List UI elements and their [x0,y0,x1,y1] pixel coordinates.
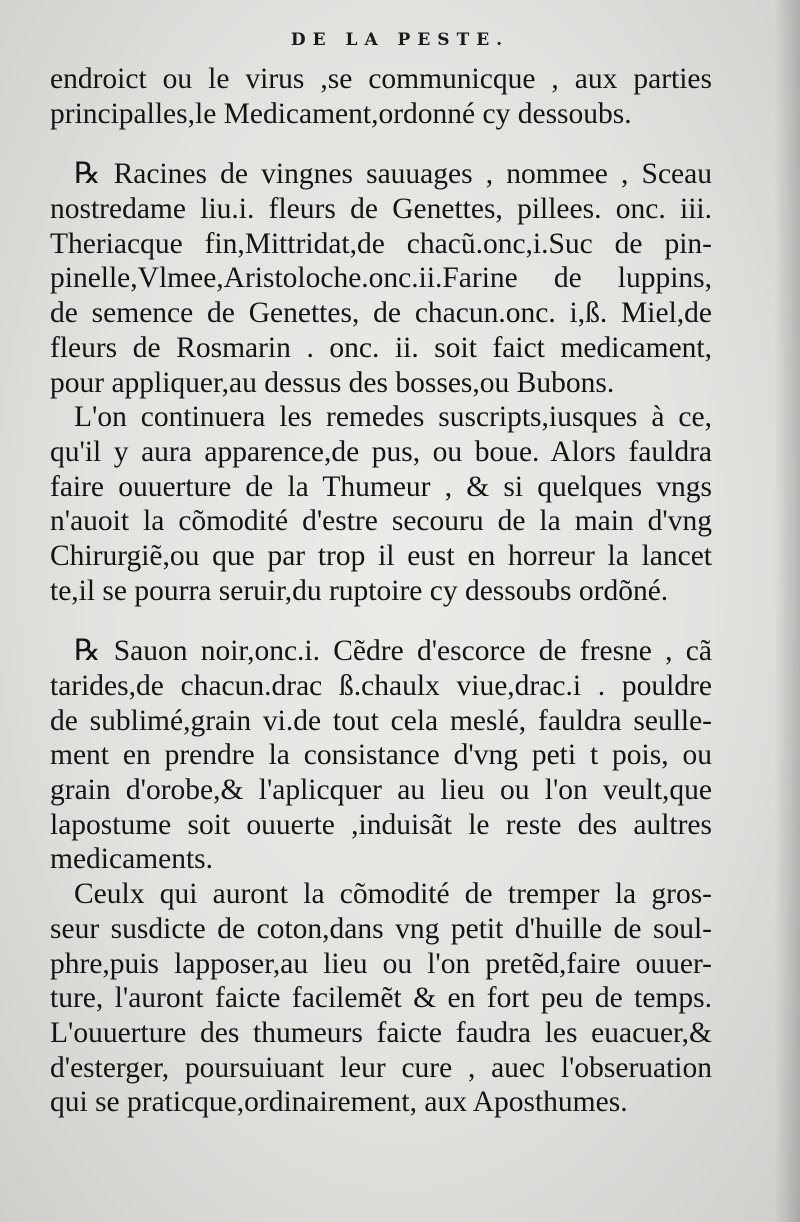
text-line: de semence de Genettes, de chacun.onc. i,ß. Miel,de [50,297,712,330]
text-line: medicaments. [50,843,214,876]
text-line: ment en prendre la consistance d'vng peti t pois, ou [50,739,712,772]
text-line: nostredame liu.i. fleurs de Genettes, pillees. onc. iii. [50,193,712,226]
running-header: DE LA PESTE. [290,30,510,50]
text-line: Chirurgiẽ,ou que par trop il eust en horreur la lancet [50,539,712,572]
page-edge-shadow [774,0,800,1222]
text-line: grain d'orobe,& l'aplicquer au lieu ou l'on veult,que [50,774,712,807]
text-line: qui se praticque,ordinairement, aux Aposthumes. [50,1086,628,1119]
paragraph [50,62,712,131]
text-line: seur susdicte de coton,dans vng petit d'huille de soul- [50,912,712,945]
paragraph [50,157,712,400]
text-line: pour appliquer,au dessus des bosses,ou Bubons. [50,366,615,399]
text-line: qu'il y aura apparence,de pus, ou boue. Alors fauldra [50,435,712,468]
text-line: de sublimé,grain vi.de tout cela meslé, fauldra seulle- [50,704,712,737]
text-line: principalles,le Medicament,ordonné cy dessoubs. [50,97,632,130]
text-line: d'esterger, poursuiuant leur cure , auec l'obseruation [50,1051,712,1084]
text-line: phre,puis lapposer,au lieu ou l'on pretẽd,faire ouuer- [50,947,712,980]
text-line: L'on continuera les remedes suscripts,iusques à ce, [74,401,712,434]
text-line: pinelle,Vlmee,Aristoloche.onc.ii.Farine de luppins, [50,262,712,295]
text-line: fleurs de Rosmarin . onc. ii. soit faict medicament, [50,331,712,364]
text-line: n'auoit la cõmodité d'estre secouru de la main d'vng [50,505,712,538]
text-line: ℞ Racines de vingnes sauuages , nommee , Sceau [74,158,712,191]
text-line: Ceulx qui auront la cõmodité de tremper la gros- [74,878,712,911]
text-line: te,il se pourra seruir,du ruptoire cy dessoubs ordõné. [50,574,669,607]
paragraph [50,877,712,1120]
text-line: Theriacque fin,Mittridat,de chacũ.onc,i.Suc de pin- [50,227,712,260]
paragraph [50,400,712,608]
text-line: ℞ Sauon noir,onc.i. Cẽdre d'escorce de fresne , cã [74,635,712,668]
text-line: tarides,de chacun.drac ß.chaulx viue,drac.i . pouldre [50,670,712,702]
text-line: faire ouuerture de la Thumeur , & si quelques vngs [50,470,712,503]
text-line: lapostume soit ouuerte ,induisãt le reste des aultres [50,808,712,841]
text-line: endroict ou le virus ,se communicque , aux parties [50,63,712,95]
text-line: L'ouuerture des thumeurs faicte faudra les euacuer,& [50,1016,712,1049]
page-body [50,62,712,1120]
text-line: ture, l'auront faicte facilemẽt & en fort peu de temps. [50,982,712,1015]
paragraph [50,634,712,877]
